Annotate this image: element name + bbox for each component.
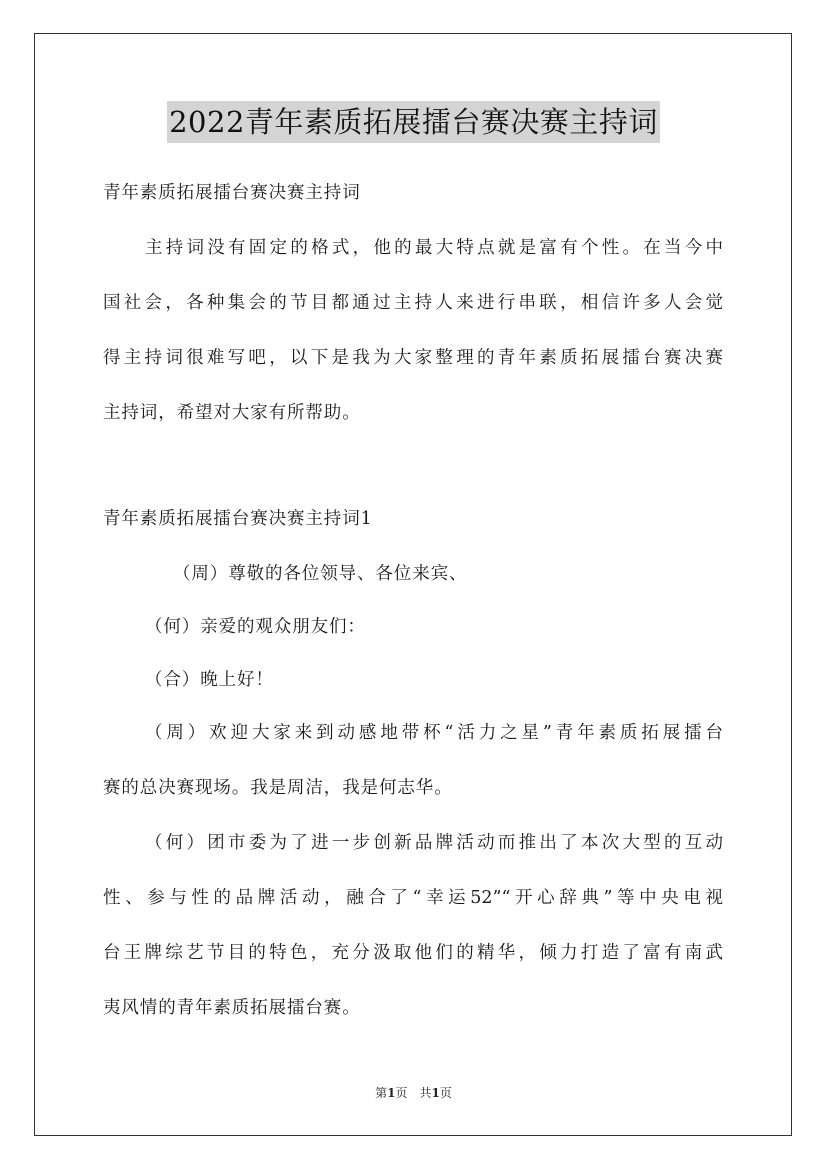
- document-subtitle: 青年素质拓展擂台赛决赛主持词: [103, 183, 361, 203]
- intro-line-2: 国社会，各种集会的节目都通过主持人来进行串联，相信许多人会觉: [103, 293, 723, 313]
- page-total: 1: [431, 1086, 440, 1100]
- document-title: 2022青年素质拓展擂台赛决赛主持词: [167, 101, 660, 143]
- title-container: [0, 101, 827, 143]
- body-line-9: 夷风情的青年素质拓展擂台赛。: [103, 998, 361, 1018]
- page-current: 1: [387, 1086, 396, 1100]
- body-line-3: （合）晚上好！: [145, 670, 274, 690]
- body-line-4: （周）欢迎大家来到动感地带杯“活力之星”青年素质拓展擂台: [145, 723, 723, 743]
- body-line-1: （周）尊敬的各位领导、各位来宾、: [173, 564, 468, 584]
- body-line-2: （何）亲爱的观众朋友们：: [145, 617, 366, 637]
- page-mid: 页 共: [395, 1086, 432, 1100]
- section-heading: 青年素质拓展擂台赛决赛主持词1: [103, 509, 373, 529]
- page-suffix: 页: [439, 1086, 452, 1100]
- body-line-6: （何）团市委为了进一步创新品牌活动而推出了本次大型的互动: [145, 833, 723, 853]
- body-line-7: 性、参与性的品牌活动，融合了“幸运52”“开心辞典”等中央电视: [103, 888, 723, 908]
- intro-line-4: 主持词，希望对大家有所帮助。: [103, 403, 361, 423]
- body-line-8: 台王牌综艺节目的特色，充分汲取他们的精华，倾力打造了富有南武: [103, 943, 723, 963]
- page-prefix: 第: [375, 1086, 388, 1100]
- intro-line-1: 主持词没有固定的格式，他的最大特点就是富有个性。在当今中: [145, 238, 723, 258]
- intro-line-3: 得主持词很难写吧，以下是我为大家整理的青年素质拓展擂台赛决赛: [103, 348, 723, 368]
- body-line-5: 赛的总决赛现场。我是周洁，我是何志华。: [103, 778, 453, 798]
- page-footer: [0, 1085, 827, 1101]
